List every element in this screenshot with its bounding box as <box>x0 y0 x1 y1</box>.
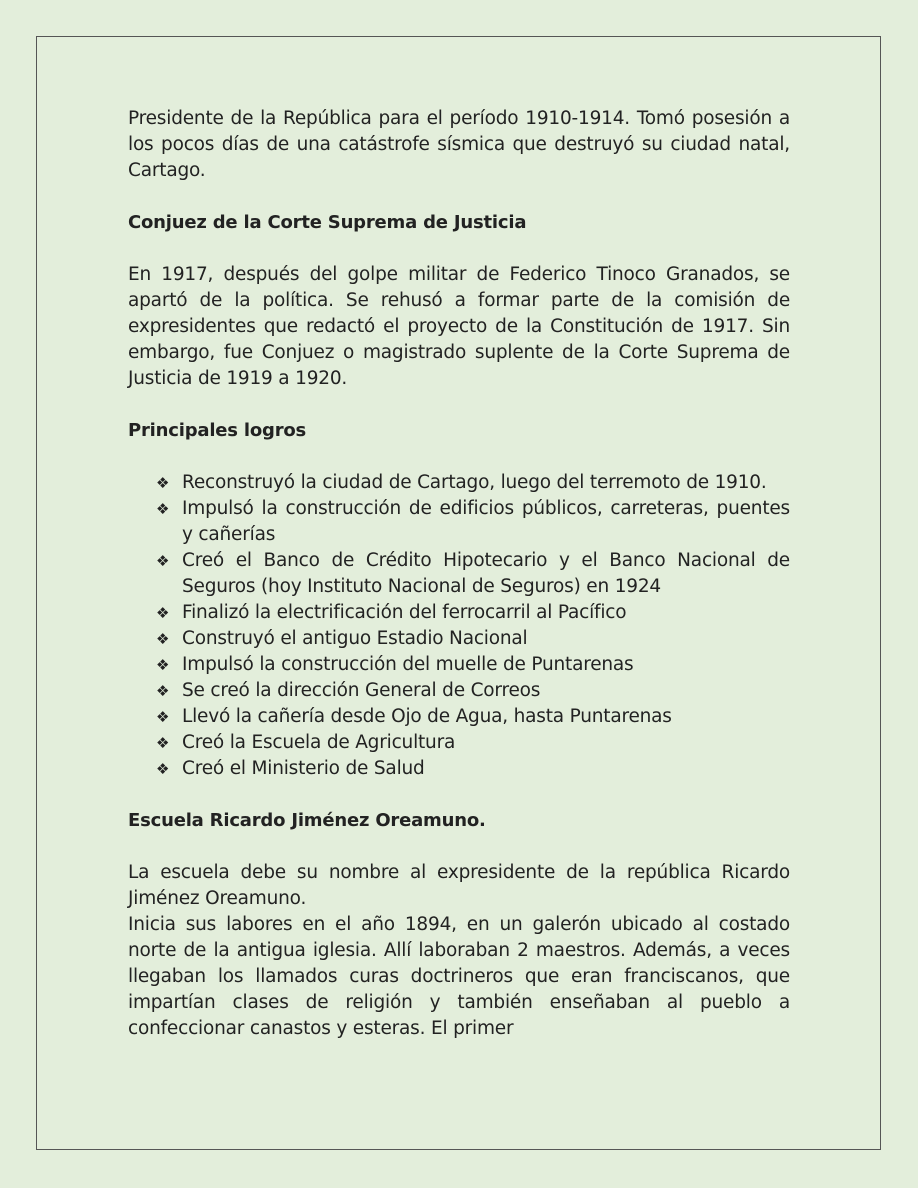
achievements-list <box>128 470 790 782</box>
list-item <box>156 730 790 756</box>
list-item-text: Impulsó la construcción del muelle de Puntarenas <box>182 654 634 675</box>
list-item-text: Llevó la cañería desde Ojo de Agua, hasta Puntarenas <box>182 706 672 727</box>
diamond-bullet-icon: ❖ <box>156 500 170 518</box>
document-body <box>128 106 790 1042</box>
conjuez-paragraph: En 1917, después del golpe militar de Federico Tinoco Granados, se apartó de la política. Se rehusó a formar parte de la comisión de expresidentes que redactó el proyecto de la Constitución de 1917. Sin embargo, fue Conjuez o magistrado suplente de la Corte Suprema de Justicia de 1919 a 1920. <box>128 264 790 389</box>
diamond-bullet-icon: ❖ <box>156 708 170 726</box>
list-item-text: Creó el Banco de Crédito Hipotecario y el Banco Nacional de Seguros (hoy Instituto Nacional de Seguros) en 1924 <box>182 550 790 597</box>
list-item-text: Se creó la dirección General de Correos <box>182 680 541 701</box>
list-item <box>156 600 790 626</box>
diamond-bullet-icon: ❖ <box>156 604 170 622</box>
escuela-paragraph-2: Inicia sus labores en el año 1894, en un galerón ubicado al costado norte de la antigua iglesia. Allí laboraban 2 maestros. Además, a veces llegaban los llamados curas doctrineros que eran franciscanos, que impartían clases de religión y también enseñaban al pueblo a confeccionar canastos y esteras. El primer <box>128 914 790 1039</box>
list-item-text: Creó el Ministerio de Salud <box>182 758 425 779</box>
list-item <box>156 548 790 600</box>
diamond-bullet-icon: ❖ <box>156 630 170 648</box>
list-item <box>156 704 790 730</box>
escuela-paragraph-1: La escuela debe su nombre al expresidente de la república Ricardo Jiménez Oreamuno. <box>128 862 790 909</box>
diamond-bullet-icon: ❖ <box>156 760 170 778</box>
list-item <box>156 626 790 652</box>
heading-principales-logros: Principales logros <box>128 420 307 441</box>
list-item-text: Construyó el antiguo Estadio Nacional <box>182 628 528 649</box>
spacer <box>128 236 790 262</box>
spacer <box>128 782 790 808</box>
spacer <box>128 444 790 470</box>
heading-escuela: Escuela Ricardo Jiménez Oreamuno. <box>128 810 486 831</box>
list-item-text: Impulsó la construcción de edificios públicos, carreteras, puentes y cañerías <box>182 498 790 545</box>
heading-conjuez: Conjuez de la Corte Suprema de Justicia <box>128 212 527 233</box>
diamond-bullet-icon: ❖ <box>156 474 170 492</box>
diamond-bullet-icon: ❖ <box>156 656 170 674</box>
spacer <box>128 184 790 210</box>
list-item <box>156 470 790 496</box>
list-item-text: Creó la Escuela de Agricultura <box>182 732 456 753</box>
spacer <box>128 392 790 418</box>
spacer <box>128 834 790 860</box>
list-item <box>156 756 790 782</box>
diamond-bullet-icon: ❖ <box>156 552 170 570</box>
list-item-text: Finalizó la electrificación del ferrocarril al Pacífico <box>182 602 627 623</box>
list-item <box>156 652 790 678</box>
list-item-text: Reconstruyó la ciudad de Cartago, luego del terremoto de 1910. <box>182 472 767 493</box>
list-item <box>156 496 790 548</box>
diamond-bullet-icon: ❖ <box>156 734 170 752</box>
intro-paragraph: Presidente de la República para el período 1910-1914. Tomó posesión a los pocos días de una catástrofe sísmica que destruyó su ciudad natal, Cartago. <box>128 108 790 181</box>
diamond-bullet-icon: ❖ <box>156 682 170 700</box>
list-item <box>156 678 790 704</box>
